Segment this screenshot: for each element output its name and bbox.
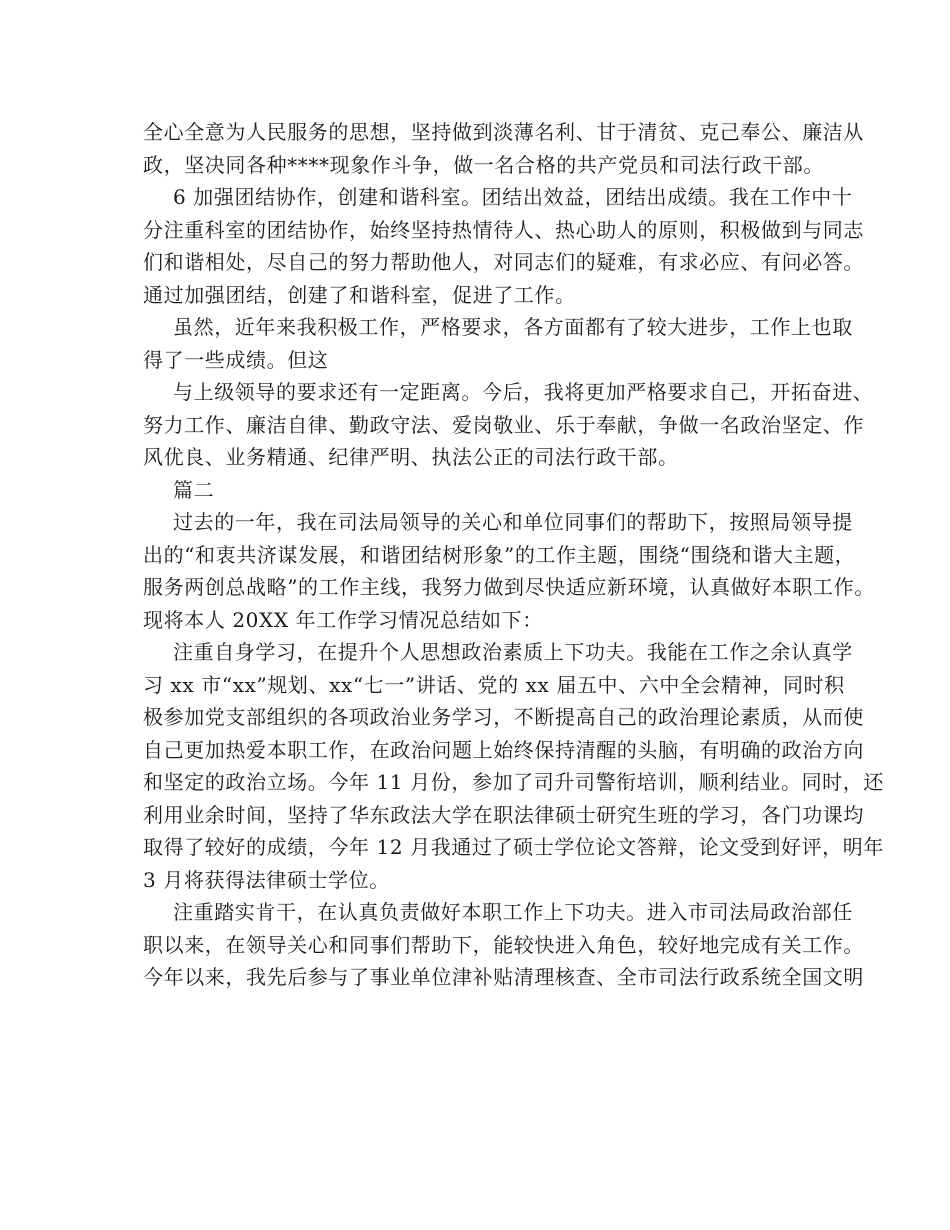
text-line: 过去的一年，我在司法局领导的关心和单位同事们的帮助下，按照局领导提 [173,510,853,534]
text-line: 们和谐相处，尽自己的努力帮助他人，对同志们的疑难，有求必应、有问必答。 [143,250,864,274]
text-line: 服务两创总战略”的工作主线，我努力做到尽快适应新环境，认真做好本职工作。 [143,575,875,599]
text-line: 注重踏实肯干，在认真负责做好本职工作上下功夫。进入市司法局政治部任 [173,900,853,924]
text-line: 虽然，近年来我积极工作，严格要求，各方面都有了较大进步，工作上也取 [173,315,853,339]
text-line: 注重自身学习，在提升个人思想政治素质上下功夫。我能在工作之余认真学 [173,640,853,664]
text-line: 与上级领导的要求还有一定距离。今后，我将更加严格要求自己，开拓奋进、 [173,380,874,404]
text-line: 习 xx 市“xx”规划、xx“七一”讲话、党的 xx 届五中、六中全会精神，同时积 [143,672,845,697]
text-line: 现将本人 20XX 年工作学习情况总结如下： [143,607,543,632]
text-line: 利用业余时间，坚持了华东政法大学在职法律硕士研究生班的学习，各门功课均 [143,802,864,827]
text-line: 政，坚决同各种****现象作斗争，做一名合格的共产党员和司法行政干部。 [143,152,824,177]
document-body [143,116,884,994]
text-line: 极参加党支部组织的各项政治业务学习，不断提高自己的政治理论素质，从而使 [143,705,864,729]
text-line: 风优良、业务精通、纪律严明、执法公正的司法行政干部。 [143,445,679,469]
text-line: 取得了较好的成绩，今年 12 月我通过了硕士学位论文答辩，论文受到好评，明年 [143,835,884,859]
text-line: 职以来，在领导关心和同事们帮助下，能较快进入角色，较好地完成有关工作。 [143,932,864,957]
text-line: 全心全意为人民服务的思想，坚持做到淡薄名利、甘于清贫、克己奉公、廉洁从 [143,120,864,144]
text-line: 自己更加热爱本职工作，在政治问题上始终保持清醒的头脑，有明确的政治方向 [143,737,864,762]
text-line: 努力工作、廉洁自律、勤政守法、爱岗敬业、乐于奉献，争做一名政治坚定、作 [143,412,864,437]
text-line: 3 月将获得法律硕士学位。 [143,867,390,892]
text-line: 分注重科室的团结协作，始终坚持热情待人、热心助人的原则，积极做到与同志 [143,217,864,242]
text-line: 篇二 [173,477,215,502]
text-line: 今年以来，我先后参与了事业单位津补贴清理核查、全市司法行政系统全国文明 [143,965,864,989]
text-line: 和坚定的政治立场。今年 11 月份，参加了司升司警衔培训，顺利结业。同时，还 [143,770,884,794]
text-line: 通过加强团结，创建了和谐科室，促进了工作。 [143,282,576,307]
text-line: 得了一些成绩。但这 [143,347,329,372]
text-line: 出的“和衷共济谋发展，和谐团结树形象”的工作主题，围绕“围绕和谐大主题， [143,542,856,567]
text-line: 6 加强团结协作，创建和谐科室。团结出效益，团结出成绩。我在工作中十 [173,185,853,209]
